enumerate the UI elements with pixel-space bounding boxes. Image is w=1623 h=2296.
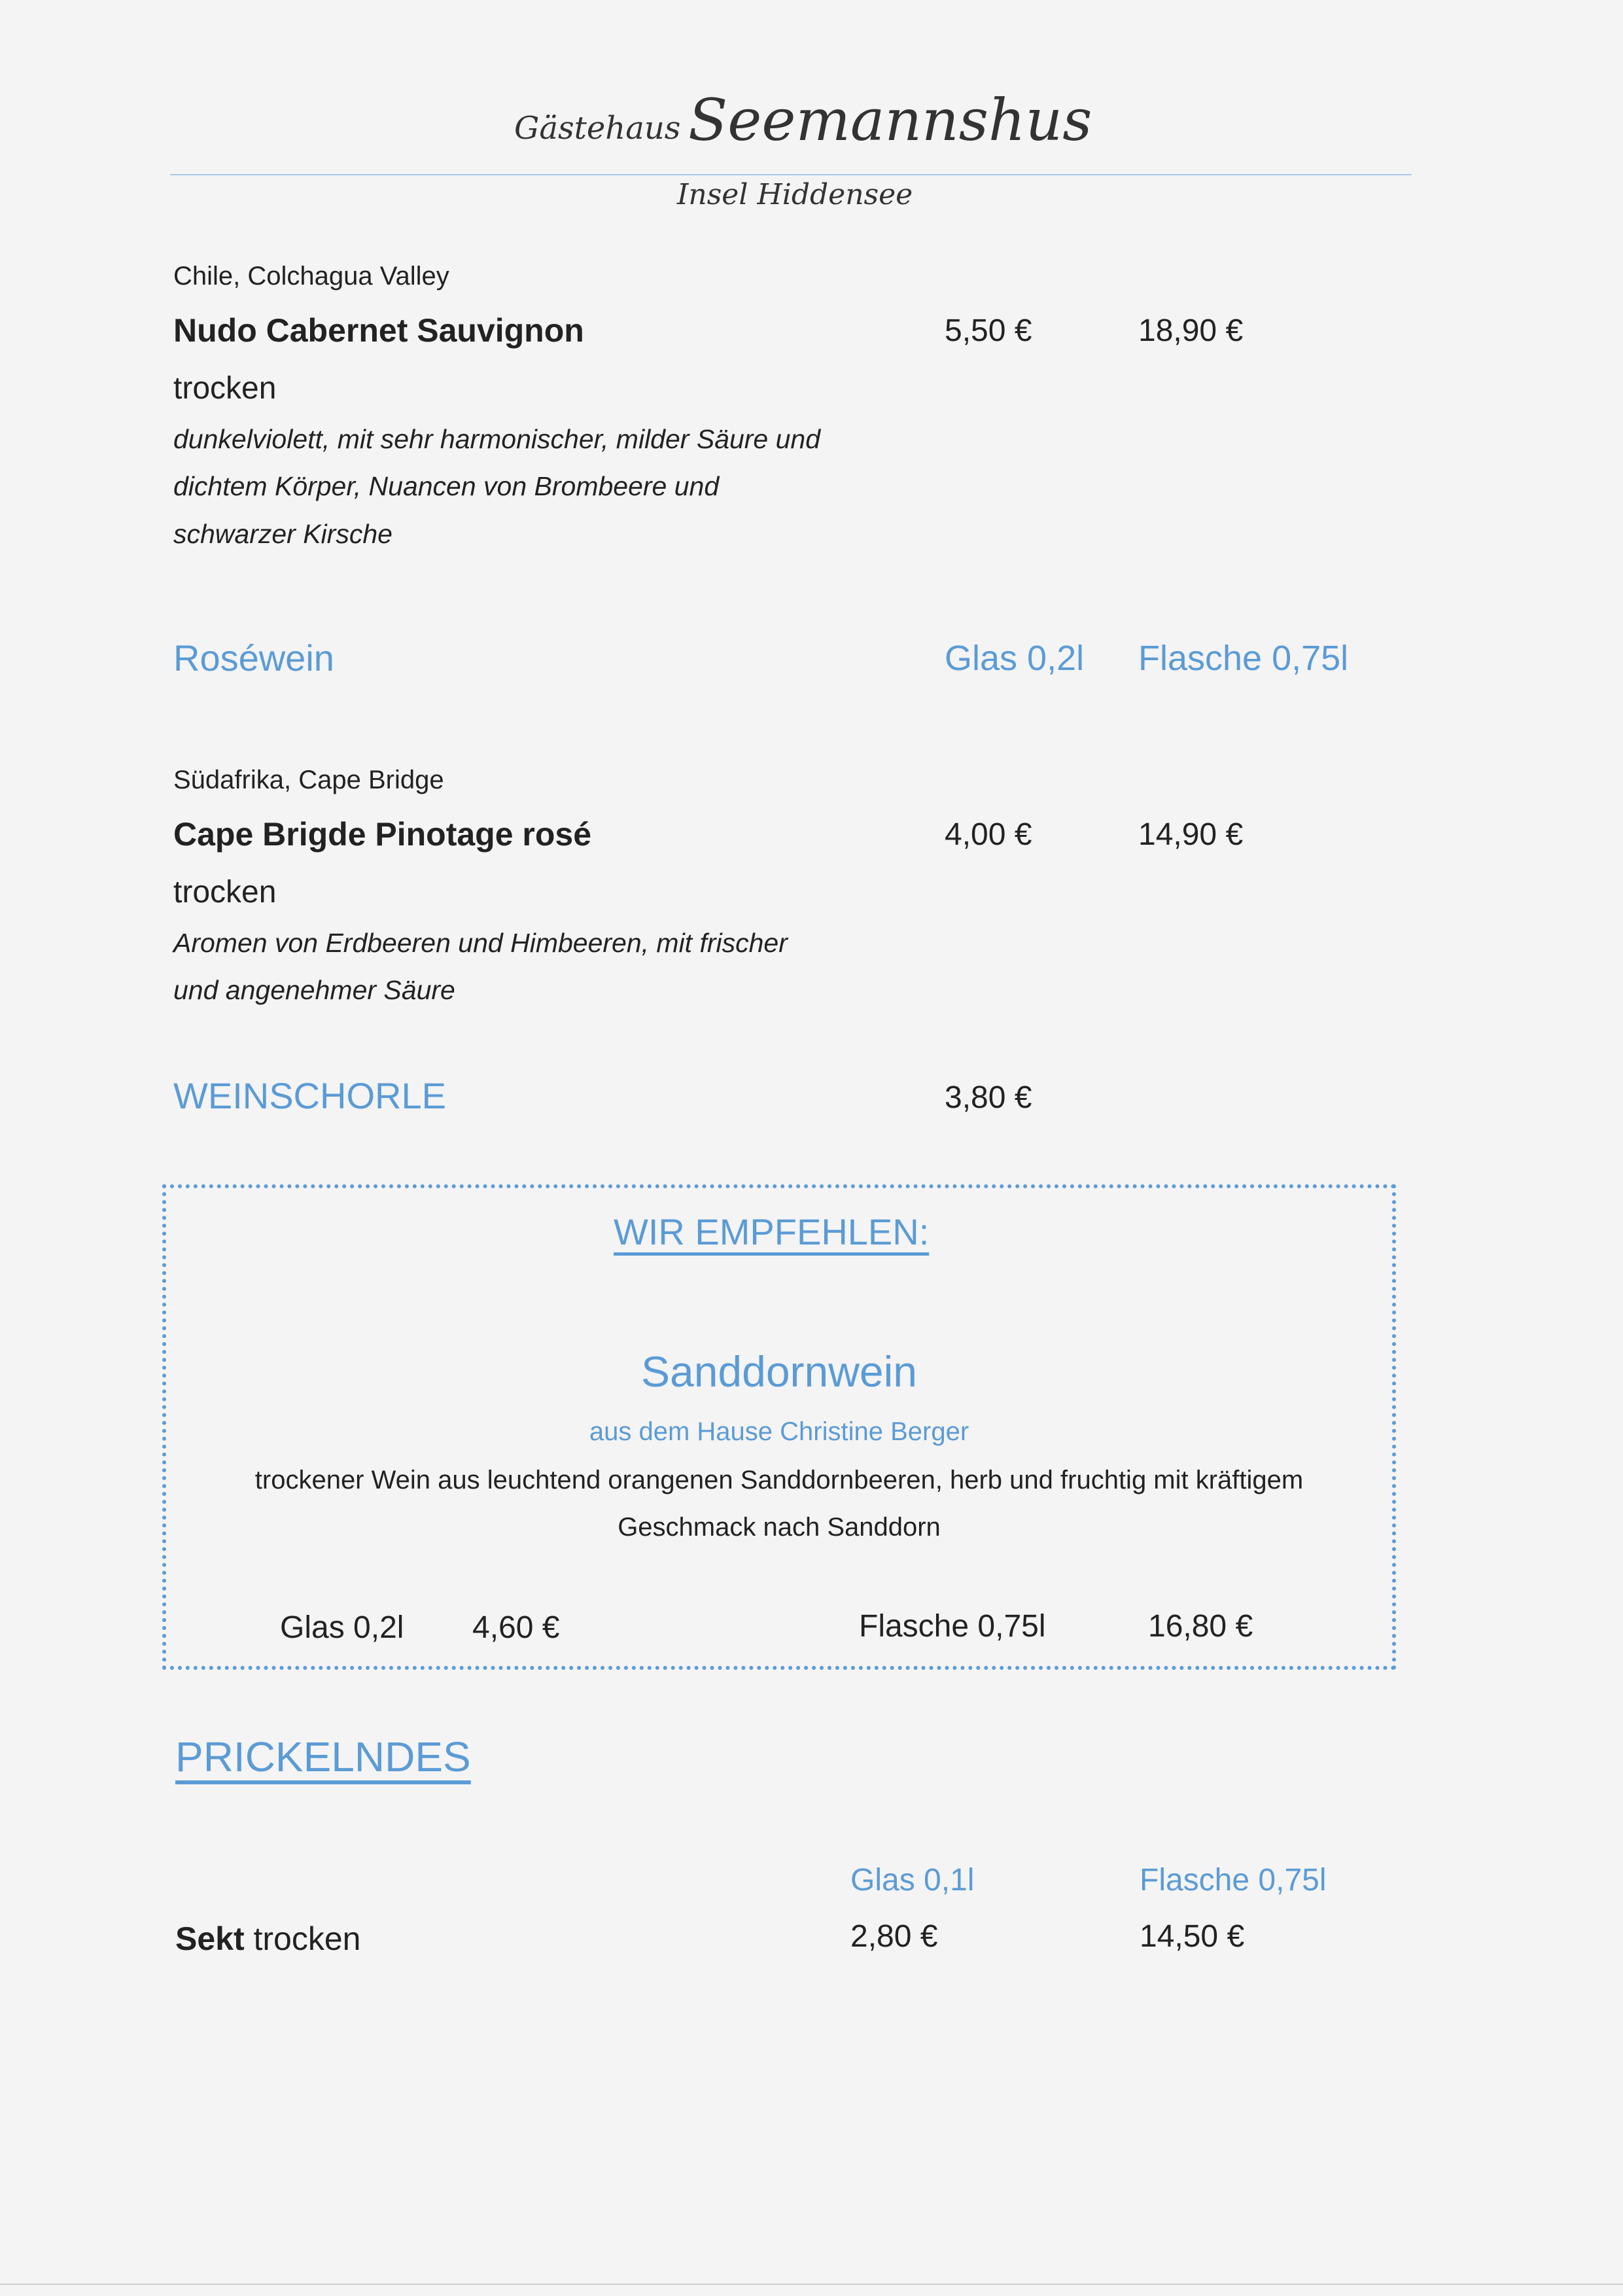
header-title: Seemannshus [688, 86, 1092, 154]
rose-wine-price-bottle: 14,90 € [1138, 817, 1244, 852]
rose-wine-region: Südafrika, Cape Bridge [173, 766, 444, 794]
red-wine-style: trocken [173, 371, 277, 406]
recommendation-glass-price: 4,60 € [472, 1610, 560, 1645]
red-wine-region: Chile, Colchagua Valley [173, 262, 449, 291]
recommendation-wine-name: Sanddornwein [641, 1347, 917, 1396]
sparkling-column-head-glass: Glas 0,1l [850, 1863, 975, 1898]
recommendation-bottle-price: 16,80 € [1148, 1609, 1253, 1644]
red-wine-name: Nudo Cabernet Sauvignon [173, 312, 584, 349]
sparkling-item-style: trocken [244, 1920, 361, 1957]
section-title-weinschorle: WEINSCHORLE [173, 1075, 446, 1116]
header-gaestehaus: Gästehaus [514, 110, 681, 147]
rose-wine-style: trocken [173, 875, 277, 910]
rose-wine-desc-line: Aromen von Erdbeeren und Himbeeren, mit frischer [173, 928, 788, 958]
section-title-prickelndes: PRICKELNDES [175, 1733, 471, 1780]
red-wine-desc-line: schwarzer Kirsche [173, 519, 393, 549]
sparkling-column-head-bottle: Flasche 0,75l [1140, 1863, 1327, 1898]
sparkling-price-glass: 2,80 € [850, 1919, 938, 1954]
column-head-bottle: Flasche 0,75l [1138, 639, 1349, 678]
rose-wine-name: Cape Brigde Pinotage rosé [173, 816, 592, 853]
recommendation-bottle-label: Flasche 0,75l [859, 1609, 1046, 1644]
column-head-glass: Glas 0,2l [945, 639, 1085, 678]
recommendation-heading: WIR EMPFEHLEN: [614, 1211, 930, 1252]
recommendation-glass-label: Glas 0,2l [280, 1610, 404, 1645]
rose-wine-desc-line: und angenehmer Säure [173, 975, 455, 1005]
red-wine-desc-line: dichtem Körper, Nuancen von Brombeere und [173, 471, 720, 501]
sparkling-price-bottle: 14,50 € [1140, 1919, 1245, 1954]
header-rule [170, 174, 1412, 175]
recommendation-producer: aus dem Hause Christine Berger [589, 1417, 969, 1446]
recommendation-desc-line: Geschmack nach Sanddorn [618, 1513, 941, 1542]
sparkling-item-name: Sekt [175, 1920, 245, 1957]
recommendation-desc-line: trockener Wein aus leuchtend orangenen Sanddornbeeren, herb und fruchtig mit kräftigem [254, 1466, 1304, 1494]
header-subtitle: Insel Hiddensee [677, 178, 913, 211]
rose-wine-price-glass: 4,00 € [945, 817, 1032, 852]
red-wine-price-glass: 5,50 € [945, 313, 1032, 348]
section-title-rosewein: Roséwein [173, 637, 334, 679]
sparkling-item [175, 1920, 360, 1958]
red-wine-price-bottle: 18,90 € [1138, 313, 1244, 348]
scan-edge-line [0, 2284, 1623, 2285]
weinschorle-price: 3,80 € [945, 1080, 1032, 1115]
red-wine-desc-line: dunkelviolett, mit sehr harmonischer, milder Säure und [173, 424, 821, 454]
